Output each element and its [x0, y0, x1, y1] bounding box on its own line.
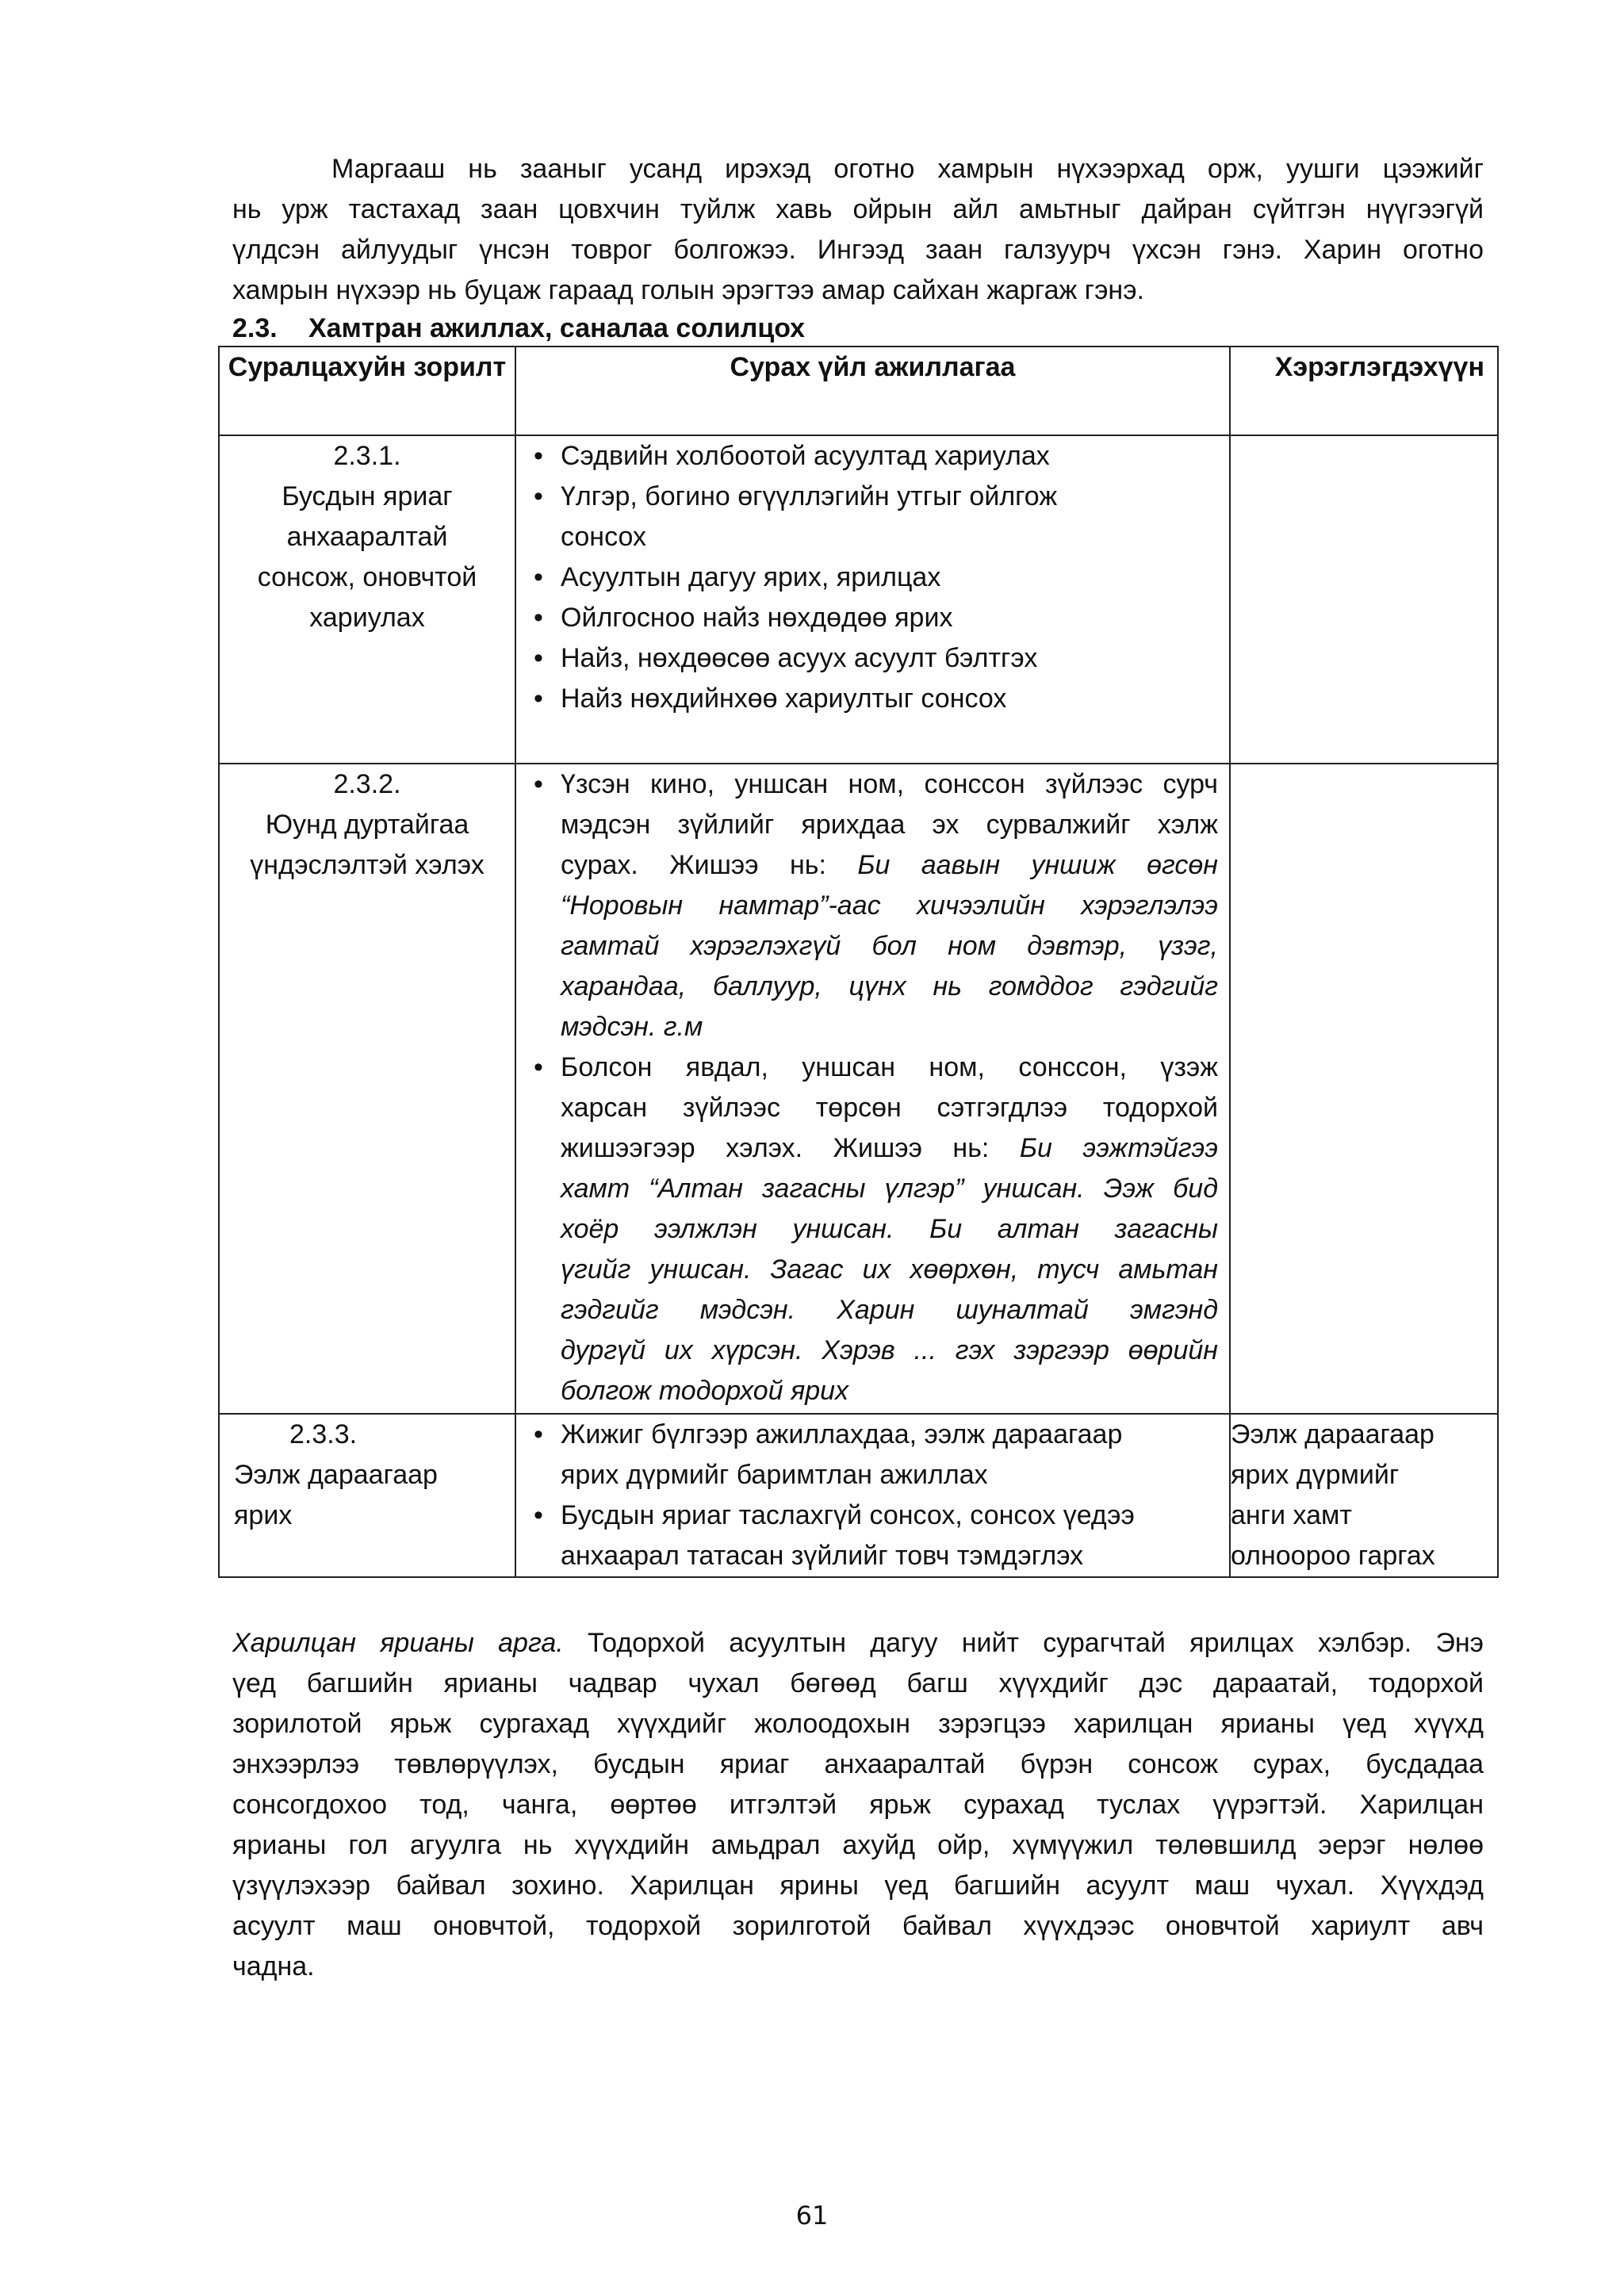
goal-line: Бусдын яриаг [282, 481, 453, 511]
text-line: үлдсэн айлуудыг үнсэн товрог болгожээ. Ингээд заан галзуурч үхсэн гэнэ. Харин оготно [232, 235, 1484, 265]
bullet-icon: • [534, 562, 543, 592]
method-paragraph [232, 1623, 1484, 1987]
goal-code: 2.3.1. [333, 441, 401, 471]
list-item [516, 1495, 1218, 1576]
activity-line: Болсон явдал, уншсан ном, сонссон, үзэж [561, 1052, 1218, 1082]
goal-line: хариулах [309, 603, 425, 633]
example-line: болгож тодорхой ярих [561, 1376, 849, 1406]
example-text: Би ээжтэйгээ [1019, 1133, 1218, 1163]
activity-text: жишээгээр хэлэх. Жишээ нь: [561, 1133, 1020, 1163]
goal-line: үндэслэлтэй хэлэх [250, 850, 485, 880]
example-line: гамтай хэрэглэхгүй бол ном дэвтэр, үзэг, [561, 931, 1218, 961]
bullet-icon: • [534, 684, 543, 714]
activity-line: Үлгэр, богино өгүүллэгийн утгыг ойлгож [561, 481, 1058, 511]
page-number: 61 [795, 2200, 829, 2230]
method-title: Харилцан ярианы арга. [232, 1628, 564, 1658]
list-item [516, 436, 1218, 477]
bullet-icon: • [534, 769, 543, 799]
bullet-icon: • [534, 1419, 543, 1449]
example-line: мэдсэн. г.м [561, 1012, 703, 1042]
list-item [516, 764, 1218, 1047]
activity-line: Найз нөхдийнхөө хариултыг сонсох [561, 684, 1007, 714]
activity-line: Жижиг бүлгээр ажиллахдаа, ээлж дараагаар [561, 1419, 1123, 1449]
list-item [516, 1047, 1218, 1411]
example-line: “Норовын намтар”-аас хичээлийн хэрэглэлээ [561, 890, 1218, 921]
text-line: зорилотой ярьж сургахад хүүхдийг жолоодохын зэрэгцээ харилцан ярианы үед хүүхд [232, 1709, 1484, 1739]
header-activity-label: Сурах үйл ажиллагаа [730, 352, 1016, 382]
example-line: харандаа, баллуур, цүнх нь гомддог гэдгийг [561, 971, 1218, 1001]
text-line: Маргааш нь зааныг усанд ирэхэд оготно хамрын нүхээрхад орж, уушги цээжийг [331, 154, 1484, 184]
text-line: чадна. [232, 1951, 315, 1982]
text-line: хамрын нүхээр нь буцаж гараад голын эрэгтээ амар сайхан жаргаж гэнэ. [232, 275, 1144, 305]
example-text: Би аавын уншиж өгсөн [857, 850, 1218, 880]
activity-line: анхаарал татасан зүйлийг товч тэмдэглэх [561, 1541, 1084, 1571]
example-line: хамт “Алтан загасны үлгэр” уншсан. Ээж бид [561, 1174, 1218, 1204]
activity-line: ярих дүрмийг баримтлан ажиллах [561, 1460, 988, 1490]
activity-line [561, 1128, 1218, 1169]
resources-cell [1230, 764, 1498, 1414]
header-resources-label: Хэрэглэгдэхүүн [1274, 352, 1484, 382]
learning-plan-table [218, 346, 1499, 1578]
list-item [516, 638, 1218, 679]
activity-line [561, 845, 1218, 886]
intro-paragraph [232, 149, 1484, 311]
bullet-icon: • [534, 643, 543, 673]
text-line: үзүүлэхээр байвал зохино. Харилцан ярины үед багшийн асуулт маш чухал. Хүүхдэд [232, 1871, 1484, 1901]
example-line: дургүй их хүрсэн. Хэрэв ... гэх зэргээр өөрийн [561, 1335, 1218, 1365]
text-line: энхээрлээ төвлөрүүлэх, бусдын яриаг анхааралтай бүрэн сонсож сурах, бусдадаа [232, 1749, 1484, 1779]
activity-cell [515, 435, 1230, 764]
goal-line: анхааралтай [286, 522, 448, 552]
header-resources [1230, 347, 1498, 435]
bullet-icon: • [534, 1500, 543, 1530]
table-header-row [219, 347, 1498, 435]
activity-list [516, 764, 1229, 1411]
example-line: хоёр ээлжлэн уншсан. Би алтан загасны [561, 1214, 1218, 1244]
section-number: 2.3. [232, 313, 278, 343]
section-heading [232, 311, 805, 346]
list-item [516, 1415, 1218, 1495]
activity-line: харсан зүйлээс төрсөн сэтгэгдлээ тодорхой [561, 1093, 1218, 1123]
list-item [516, 557, 1218, 598]
bullet-icon: • [534, 441, 543, 471]
header-goal: Суралцахуйн зорилт [219, 347, 515, 435]
text-line: сонсогдохоо тод, чанга, өөртөө итгэлтэй ярьж сурахад туслах үүрэгтэй. Харилцан [232, 1790, 1484, 1820]
resources-cell [1230, 435, 1498, 764]
list-item [516, 477, 1218, 557]
table-row [219, 1414, 1498, 1577]
goal-line: ярих [234, 1500, 293, 1530]
activity-list [516, 436, 1229, 719]
text-line: ярианы гол агуулга нь хүүхдийн амьдрал ахуйд ойр, хүмүүжил төлөвшилд эерэг нөлөө [232, 1830, 1484, 1860]
activity-line: Ойлгосноо найз нөхдөдөө ярих [561, 603, 953, 633]
activity-line: сонсох [561, 522, 646, 552]
activity-cell [515, 764, 1230, 1414]
goal-cell [219, 435, 515, 764]
activity-line: Найз, нөхдөөсөө асуух асуулт бэлтгэх [561, 643, 1038, 673]
activity-cell [515, 1414, 1230, 1577]
section-title: Хамтран ажиллах, саналаа солилцох [308, 313, 806, 343]
list-item [516, 598, 1218, 638]
goal-line: Ээлж дараагаар [234, 1460, 438, 1490]
goal-line: сонсож, оновчтой [257, 562, 477, 592]
bullet-icon: • [534, 1052, 543, 1082]
goal-code: 2.3.2. [333, 769, 401, 799]
activity-list [516, 1415, 1229, 1576]
table-row [219, 435, 1498, 764]
goal-code: 2.3.3. [289, 1419, 358, 1449]
goal-cell [219, 1414, 515, 1577]
bullet-icon: • [534, 481, 543, 511]
resource-line: олноороо гаргах [1231, 1541, 1435, 1571]
activity-line: Үзсэн кино, уншсан ном, сонссон зүйлээс сурч [561, 769, 1218, 799]
example-line: гэдгийг мэдсэн. Харин шуналтай эмгэнд [561, 1295, 1218, 1325]
text-line: асуулт маш оновчтой, тодорхой зорилготой байвал хүүхдээс оновчтой хариулт авч [232, 1911, 1484, 1941]
resource-line: анги хамт [1231, 1500, 1352, 1530]
table-row [219, 764, 1498, 1414]
goal-cell [219, 764, 515, 1414]
activity-line: мэдсэн зүйлийг ярихдаа эх сурвалжийг хэлж [561, 810, 1218, 840]
header-activity [515, 347, 1230, 435]
goal-line: Юунд дуртайгаа [265, 810, 469, 840]
resources-cell [1230, 1414, 1498, 1577]
text-line: үед багшийн ярианы чадвар чухал бөгөөд багш хүүхдийг дэс дараатай, тодорхой [232, 1668, 1484, 1698]
activity-line: Асуултын дагуу ярих, ярилцах [561, 562, 941, 592]
activity-line: Бусдын яриаг таслахгүй сонсох, сонсох үедээ [561, 1500, 1135, 1530]
list-item [516, 679, 1218, 719]
text-line [232, 1623, 1484, 1664]
activity-line: Сэдвийн холбоотой асуултад хариулах [561, 441, 1050, 471]
text-line: нь урж тастахад заан цовхчин туйлж хавь ойрын айл амьтныг дайран сүйтгэн нүүгээгүй [232, 194, 1484, 224]
text-fragment: Тодорхой асуултын дагуу нийт сурагчтай ярилцах хэлбэр. Энэ [563, 1628, 1484, 1658]
bullet-icon: • [534, 603, 543, 633]
resource-line: ярих дүрмийг [1231, 1460, 1400, 1490]
example-line: үгийг уншсан. Загас их хөөрхөн, тусч амьтан [561, 1254, 1218, 1285]
activity-text: сурах. Жишээ нь: [561, 850, 858, 880]
resource-line: Ээлж дараагаар [1231, 1419, 1434, 1449]
